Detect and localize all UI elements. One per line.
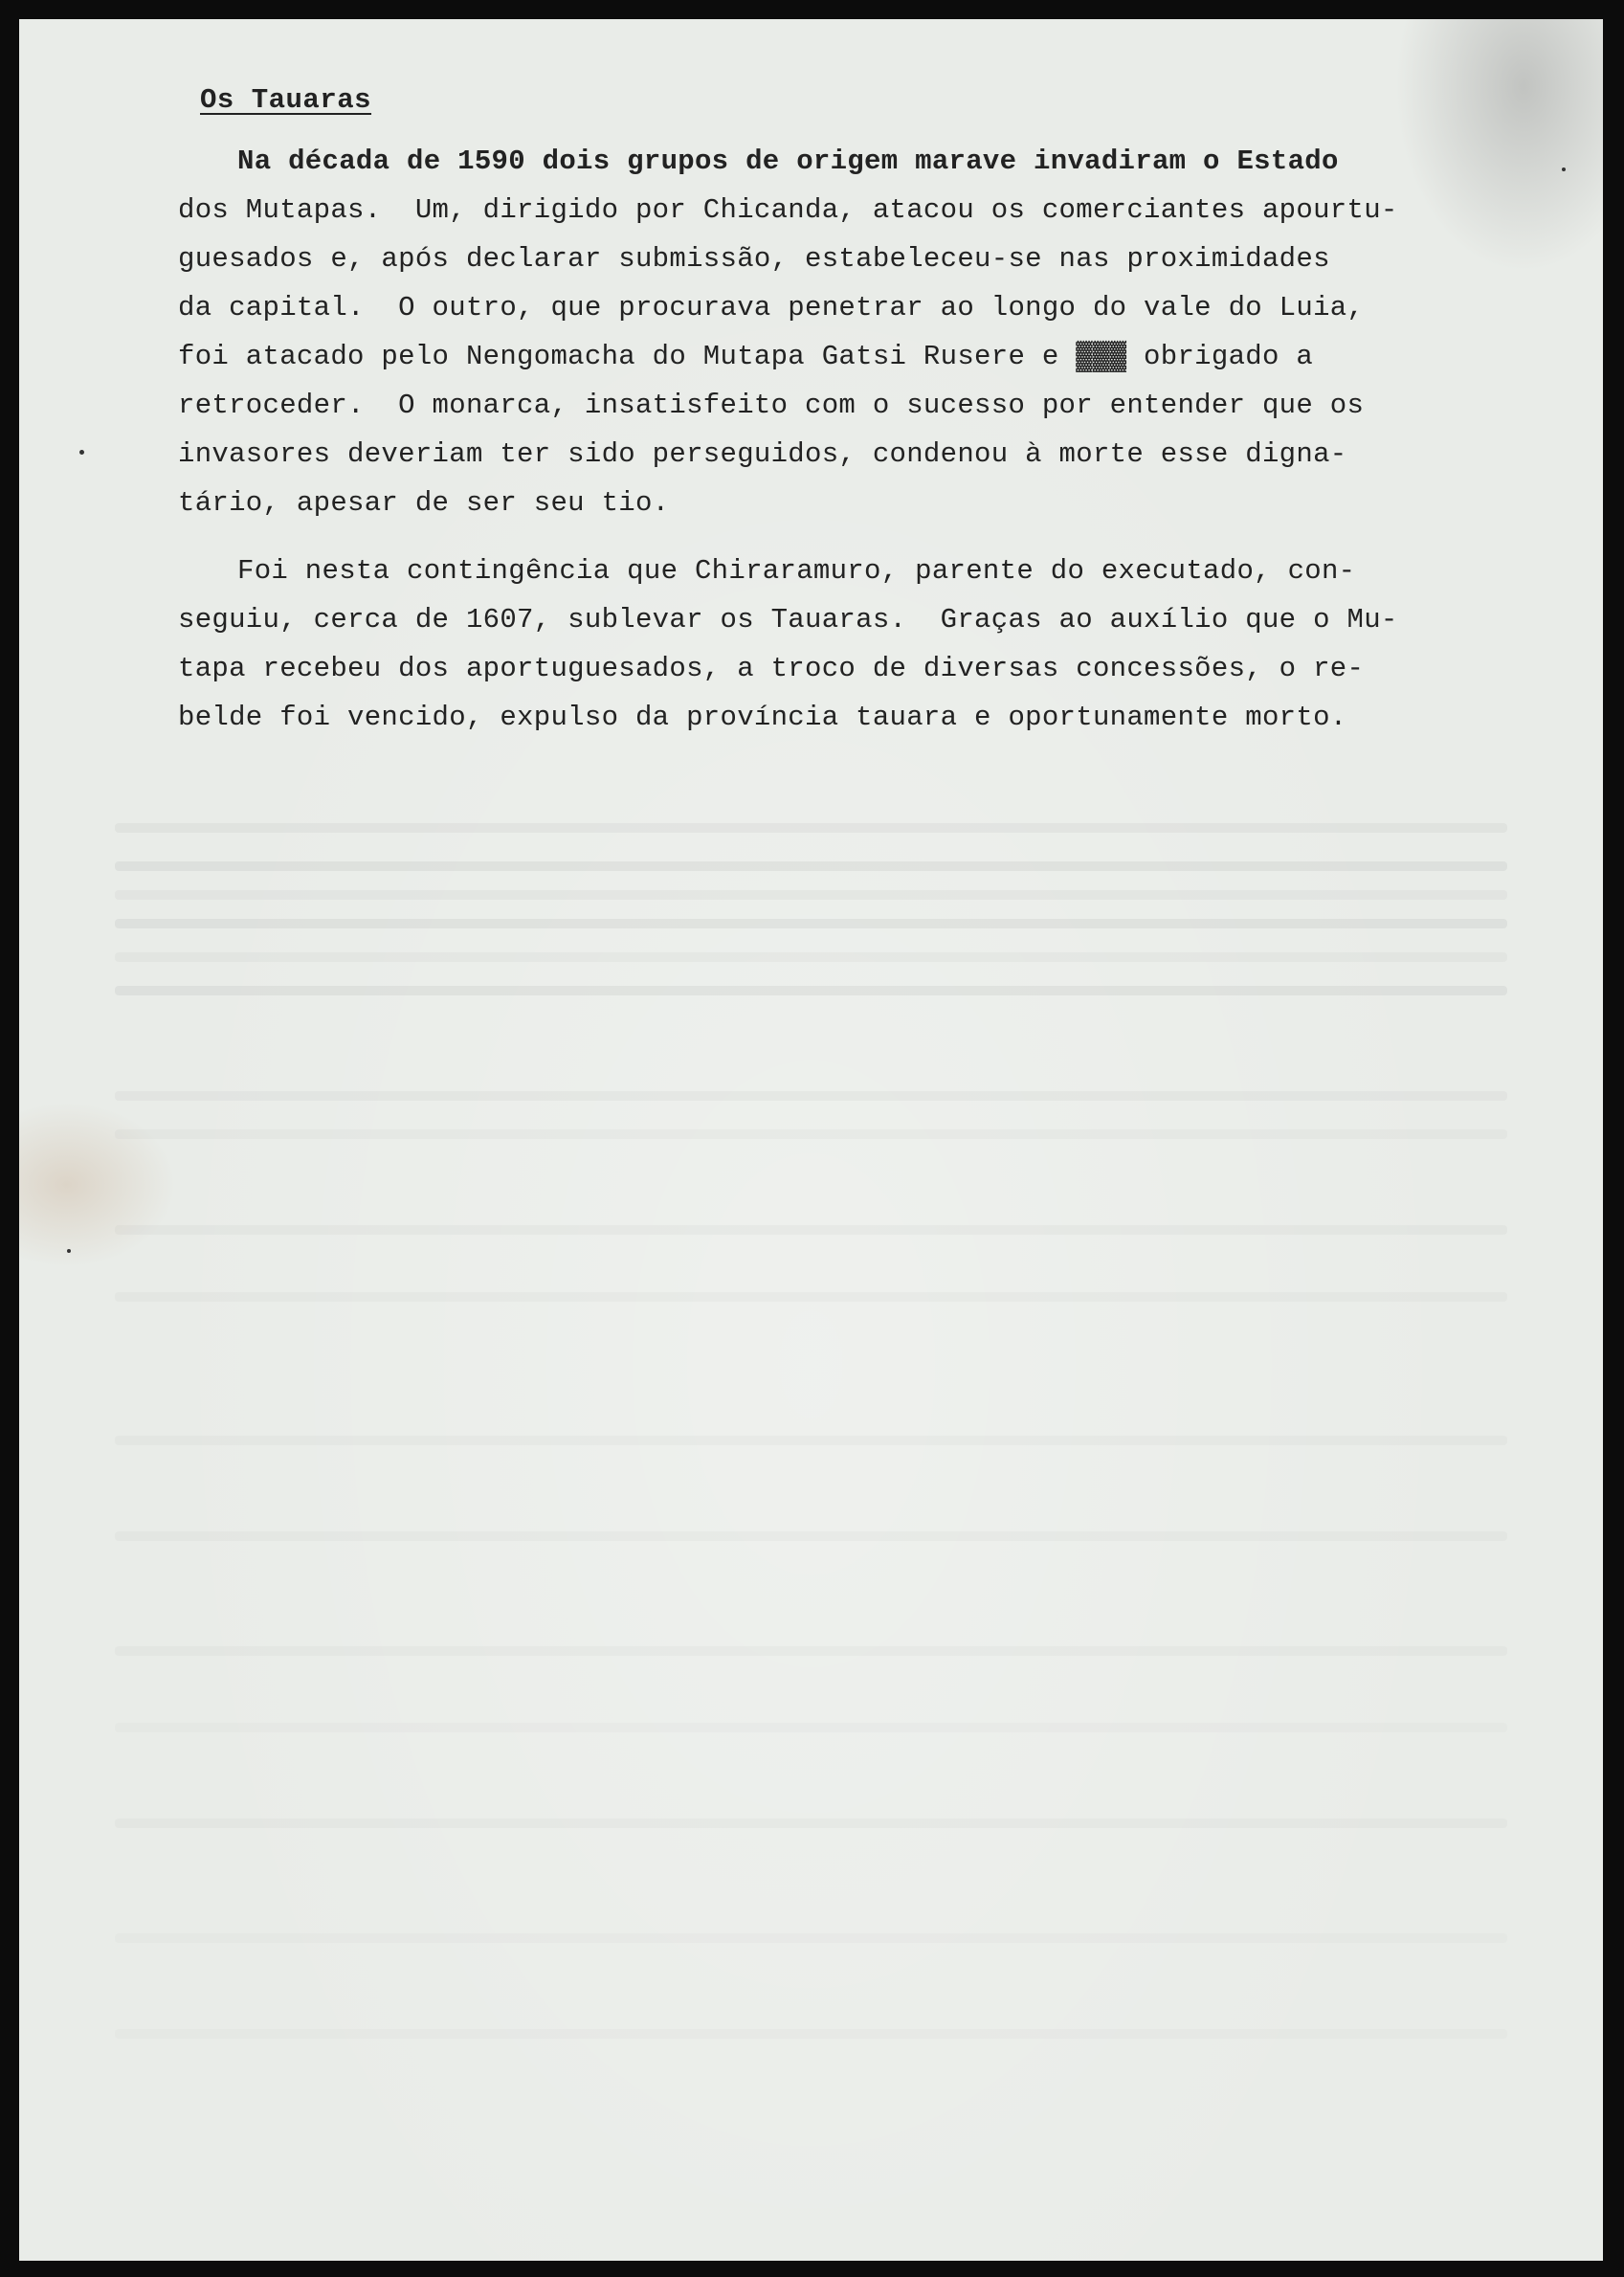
bleed-through-mark <box>115 861 1507 871</box>
bleed-through-mark <box>115 1933 1507 1943</box>
bleed-through-mark <box>115 1819 1507 1828</box>
text-line: tapa recebeu dos aportuguesados, a troco de diversas concessões, o re- <box>178 653 1365 684</box>
text-line: dos Mutapas. Um, dirigido por Chicanda, atacou os comerciantes apourtu- <box>178 194 1398 226</box>
bleed-through-mark <box>115 1292 1507 1302</box>
bleed-through-mark <box>115 1723 1507 1732</box>
bleed-through-mark <box>115 823 1507 833</box>
text-line: guesados e, após declarar submissão, estabeleceu-se nas proximidades <box>178 243 1330 275</box>
section-heading: Os Tauaras <box>200 84 372 116</box>
paragraph-1 <box>178 137 1585 527</box>
bleed-through-mark <box>115 890 1507 900</box>
bleed-through-mark <box>115 1129 1507 1139</box>
text-line: seguiu, cerca de 1607, sublevar os Tauaras. Graças ao auxílio que o Mu- <box>178 604 1398 636</box>
text-line: da capital. O outro, que procurava penetrar ao longo do vale do Luia, <box>178 292 1365 324</box>
paragraph-2 <box>178 547 1585 742</box>
bleed-through-mark <box>115 986 1507 995</box>
bleed-through-mark <box>115 2029 1507 2039</box>
bleed-through-mark <box>115 1531 1507 1541</box>
text-line: retroceder. O monarca, insatisfeito com o sucesso por entender que os <box>178 390 1365 421</box>
text-line: foi atacado pelo Nengomacha do Mutapa Gatsi Rusere e ▓▓▓ obrigado a <box>178 341 1314 372</box>
ink-speck <box>79 450 84 455</box>
bleed-through-mark <box>115 919 1507 928</box>
text-line: belde foi vencido, expulso da província tauara e oportunamente morto. <box>178 702 1347 733</box>
text-line: Na década de 1590 dois grupos de origem marave invadiram o Estado <box>237 145 1339 177</box>
bleed-through-mark <box>115 1646 1507 1656</box>
text-line: tário, apesar de ser seu tio. <box>178 487 670 519</box>
bleed-through-mark <box>115 1436 1507 1445</box>
typed-text-block <box>178 57 1585 761</box>
bleed-through-mark <box>115 1091 1507 1101</box>
text-line: Foi nesta contingência que Chiraramuro, parente do executado, con- <box>237 555 1356 587</box>
bleed-through-mark <box>115 952 1507 962</box>
ink-speck <box>67 1249 71 1253</box>
text-line: invasores deveriam ter sido perseguidos, condenou à morte esse digna- <box>178 438 1347 470</box>
bleed-through-mark <box>115 1225 1507 1235</box>
